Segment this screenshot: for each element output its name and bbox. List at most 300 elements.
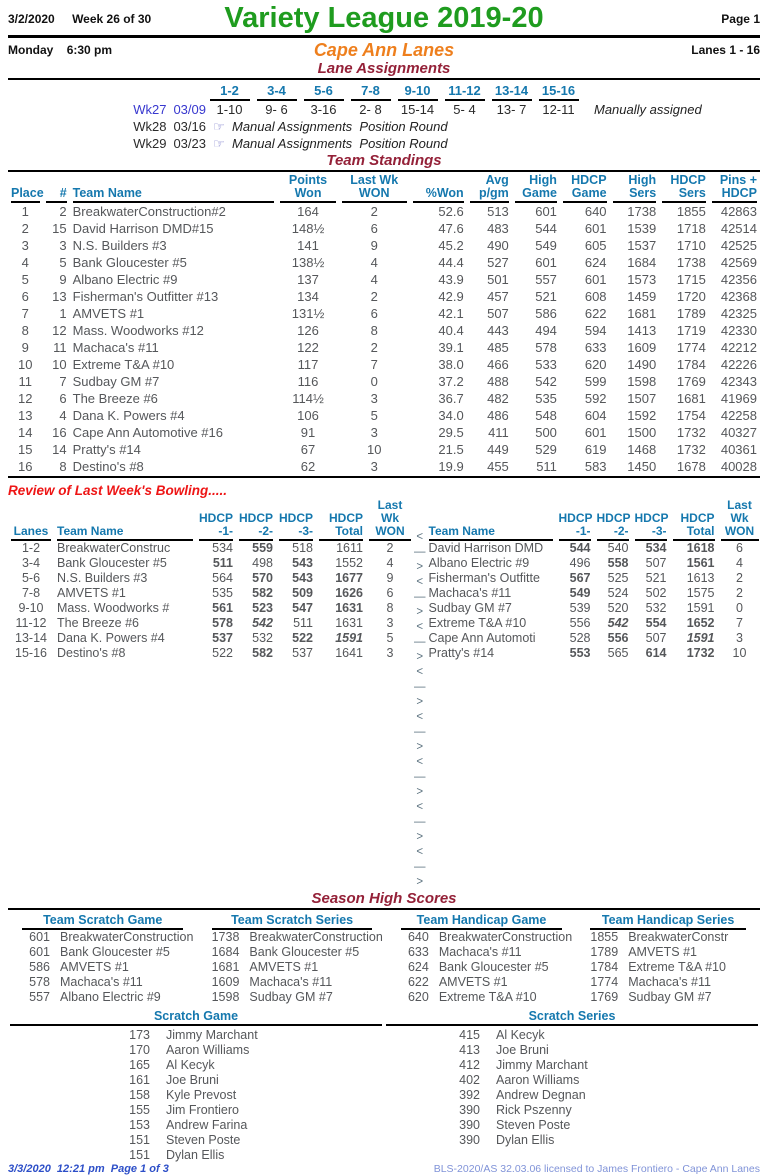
column-header bbox=[632, 499, 670, 541]
column-header bbox=[659, 174, 709, 203]
standings-cell-place: 7 bbox=[21, 306, 29, 321]
standings-cell-team: Extreme T&A #10 bbox=[72, 357, 175, 372]
review-cell-lanes: 13-14 bbox=[15, 631, 47, 645]
league-day-time bbox=[8, 43, 193, 57]
standings-cell-last_wk: 10 bbox=[366, 442, 382, 457]
column-header-line: %Won bbox=[425, 186, 464, 200]
standings-cell-pct: 42.1 bbox=[438, 306, 464, 321]
standings-cell-num: 3 bbox=[59, 238, 67, 253]
high-score-team: AMVETS #1 bbox=[438, 975, 508, 989]
scratch-entry bbox=[8, 1148, 384, 1163]
standings-cell-avg: 501 bbox=[487, 272, 509, 287]
lane-assignment-cell: 9- 6 bbox=[265, 102, 288, 117]
column-header bbox=[560, 174, 610, 203]
scratch-bowler-name: Aaron Williams bbox=[496, 1073, 580, 1087]
column-header bbox=[467, 174, 512, 203]
review-cell-total: 1641 bbox=[335, 646, 363, 660]
column-header-line: Pins + bbox=[719, 173, 757, 187]
high-score-team: Bank Gloucester #5 bbox=[249, 945, 360, 959]
week-date: 03/23 bbox=[173, 136, 206, 151]
standings-cell-high_game: 586 bbox=[535, 306, 557, 321]
review-cell-total: 1626 bbox=[335, 586, 363, 600]
lane-assignments-title: Lane Assignments bbox=[317, 60, 451, 77]
standings-cell-high_sers: 1592 bbox=[627, 408, 657, 423]
standings-cell-pct: 38.0 bbox=[438, 357, 464, 372]
column-header-line: HDCP bbox=[199, 511, 234, 525]
standings-cell-num: 2 bbox=[59, 204, 67, 219]
league-title: Variety League 2019-20 bbox=[224, 2, 544, 34]
standings-cell-high_sers: 1459 bbox=[627, 289, 657, 304]
high-score-team: Extreme T&A #10 bbox=[628, 960, 726, 974]
standings-cell-high_sers: 1468 bbox=[627, 442, 657, 457]
column-header-line: Place bbox=[11, 186, 44, 200]
review-cell-won: 6 bbox=[736, 541, 743, 555]
review-cell-total: 1591 bbox=[686, 631, 715, 645]
week-label: Wk27 bbox=[133, 102, 167, 117]
review-cell-team: AMVETS #1 bbox=[57, 586, 126, 600]
standings-cell-hdcp_sers: 1720 bbox=[676, 289, 706, 304]
lane-assignment-cell: 13- 7 bbox=[496, 102, 527, 117]
scratch-score-value: 151 bbox=[129, 1133, 150, 1147]
high-score-team: AMVETS #1 bbox=[628, 945, 697, 959]
column-header-line: Avg bbox=[485, 173, 509, 187]
review-cell-game3: 543 bbox=[292, 556, 313, 570]
review-row bbox=[426, 571, 762, 586]
standings-cell-place: 16 bbox=[18, 459, 33, 474]
standings-cell-num: 8 bbox=[59, 459, 67, 474]
scratch-bowler-name: Steven Poste bbox=[496, 1118, 571, 1132]
standings-cell-num: 13 bbox=[52, 289, 67, 304]
review-cell-won: 3 bbox=[386, 646, 394, 660]
season-high-header-label: Team Scratch Series bbox=[212, 913, 373, 930]
standings-cell-hdcp_game: 622 bbox=[584, 306, 607, 321]
standings-rows bbox=[8, 203, 760, 475]
scratch-column bbox=[8, 1009, 384, 1163]
week-date: 03/09 bbox=[173, 102, 206, 117]
review-cell-game3: 521 bbox=[645, 571, 667, 585]
column-header-line: p/gm bbox=[478, 186, 509, 200]
standings-cell-pct: 37.2 bbox=[438, 374, 464, 389]
standings-cell-points: 137 bbox=[297, 272, 319, 287]
column-header-line: Sers bbox=[629, 186, 657, 200]
standings-cell-place: 11 bbox=[18, 374, 33, 389]
standings-cell-team: The Breeze #6 bbox=[72, 391, 158, 406]
review-cell-total: 1631 bbox=[335, 616, 363, 630]
scratch-entry bbox=[384, 1103, 760, 1118]
season-high-column-header bbox=[12, 913, 193, 930]
review-cell-game3: 502 bbox=[645, 586, 667, 600]
high-score-value: 1774 bbox=[590, 975, 619, 989]
column-header-line: HDCP bbox=[239, 511, 274, 525]
column-header-line: Last Wk bbox=[727, 498, 752, 525]
scratch-score-value: 173 bbox=[129, 1028, 150, 1042]
standings-cell-team: David Harrison DMD#15 bbox=[72, 221, 214, 236]
standings-cell-avg: 513 bbox=[487, 204, 509, 219]
standings-cell-pins_hdcp: 42330 bbox=[720, 323, 757, 338]
standings-cell-pins_hdcp: 42569 bbox=[720, 255, 757, 270]
review-cell-game3: 543 bbox=[292, 571, 313, 585]
standings-cell-high_sers: 1598 bbox=[627, 374, 657, 389]
review-cell-game2: 532 bbox=[252, 631, 273, 645]
high-score-team: BreakwaterConstruction bbox=[60, 930, 194, 944]
header-row-1 bbox=[8, 3, 760, 34]
high-score-value: 620 bbox=[407, 990, 429, 1004]
review-row bbox=[8, 601, 414, 616]
scratch-entry bbox=[384, 1028, 760, 1043]
review-row bbox=[8, 586, 414, 601]
standings-cell-hdcp_game: 624 bbox=[584, 255, 607, 270]
review-cell-game3: 507 bbox=[645, 556, 667, 570]
standings-cell-hdcp_sers: 1732 bbox=[676, 442, 706, 457]
season-high-header-label: Team Scratch Game bbox=[22, 913, 183, 930]
standings-cell-points: 131½ bbox=[291, 306, 325, 321]
season-high-header-label: Team Handicap Series bbox=[590, 913, 746, 930]
review-cell-team: Albano Electric #9 bbox=[428, 556, 530, 570]
review-row bbox=[8, 571, 414, 586]
review-right-table bbox=[426, 499, 762, 661]
standings-cell-last_wk: 4 bbox=[370, 272, 378, 287]
high-score-value: 1684 bbox=[211, 945, 240, 959]
review-cell-lanes: 5-6 bbox=[21, 571, 41, 585]
review-cell-lanes: 11-12 bbox=[15, 616, 47, 630]
review-cell-game1: 534 bbox=[212, 541, 233, 555]
scratch-entry bbox=[8, 1028, 384, 1043]
review-row bbox=[8, 646, 414, 661]
column-header-line: HDCP bbox=[558, 511, 593, 525]
standings-cell-high_game: 542 bbox=[535, 374, 557, 389]
column-header-line: Won bbox=[294, 186, 322, 200]
standings-cell-place: 9 bbox=[21, 340, 29, 355]
review-cell-game2: 558 bbox=[607, 556, 629, 570]
column-header-line: Team Name bbox=[428, 524, 495, 538]
standings-cell-hdcp_sers: 1789 bbox=[676, 306, 706, 321]
scratch-bowler-name: Jim Frontiero bbox=[166, 1103, 239, 1117]
season-high-scores-title: Season High Scores bbox=[311, 890, 457, 907]
standings-cell-hdcp_sers: 1710 bbox=[676, 238, 706, 253]
lane-assignment-cell: 15-14 bbox=[400, 102, 435, 117]
review-cell-game1: 567 bbox=[569, 571, 591, 585]
high-score-team: Albano Electric #9 bbox=[60, 990, 161, 1004]
scratch-bowler-name: Aaron Williams bbox=[166, 1043, 250, 1057]
column-header-line: HDCP bbox=[634, 511, 669, 525]
scratch-entry bbox=[384, 1058, 760, 1073]
scratch-bowler-name: Al Kecyk bbox=[166, 1058, 215, 1072]
header-row-2 bbox=[8, 40, 760, 60]
review-cell-won: 9 bbox=[386, 571, 394, 585]
season-high-entry bbox=[391, 990, 572, 1005]
standings-cell-high_game: 533 bbox=[535, 357, 557, 372]
standings-cell-avg: 485 bbox=[487, 340, 509, 355]
scratch-bowler-name: Kyle Prevost bbox=[166, 1088, 237, 1102]
column-header bbox=[670, 499, 718, 541]
standings-cell-points: 114½ bbox=[292, 391, 324, 406]
scratch-bowler-name: Andrew Farina bbox=[166, 1118, 248, 1132]
review-cell-game2: 540 bbox=[607, 541, 629, 555]
matchup-arrow-icon: <—> bbox=[414, 576, 426, 618]
standings-cell-high_game: 578 bbox=[535, 340, 557, 355]
review-cell-total: 1611 bbox=[336, 541, 363, 555]
standings-cell-pins_hdcp: 42212 bbox=[720, 340, 757, 355]
lane-assignment-cell: 5- 4 bbox=[453, 102, 476, 117]
standings-cell-high_sers: 1413 bbox=[627, 323, 657, 338]
standings-cell-high_game: 544 bbox=[535, 221, 557, 236]
lane-pair-header: 13-14 bbox=[492, 82, 532, 101]
standings-cell-num: 16 bbox=[52, 425, 67, 440]
page-footer bbox=[8, 1163, 760, 1175]
lane-pair-header: 3-4 bbox=[257, 82, 297, 101]
review-row bbox=[426, 646, 762, 661]
high-score-value: 1769 bbox=[590, 990, 619, 1004]
footer-print-info: 3/3/2020 12:21 pm Page 1 of 3 bbox=[8, 1163, 169, 1175]
scratch-entries bbox=[384, 1026, 760, 1148]
standings-cell-avg: 466 bbox=[487, 357, 509, 372]
column-header-line: High bbox=[628, 173, 657, 187]
review-cell-team: Cape Ann Automoti bbox=[428, 631, 536, 645]
review-cell-game2: 570 bbox=[252, 571, 273, 585]
review-cell-game1: 528 bbox=[569, 631, 591, 645]
season-high-entry bbox=[580, 930, 756, 945]
review-cell-game2: 523 bbox=[252, 601, 273, 615]
standings-cell-high_game: 529 bbox=[535, 442, 557, 457]
high-score-team: Extreme T&A #10 bbox=[438, 990, 537, 1004]
scratch-entry bbox=[8, 1133, 384, 1148]
league-time: 6:30 pm bbox=[66, 43, 113, 57]
pointing-hand-icon: ☞ bbox=[213, 119, 225, 134]
standings-cell-hdcp_sers: 1732 bbox=[676, 425, 706, 440]
column-header bbox=[277, 174, 339, 203]
column-header-line: -3- bbox=[651, 524, 667, 538]
column-header-line: WON bbox=[375, 524, 405, 538]
scratch-bowler-name: Al Kecyk bbox=[496, 1028, 545, 1042]
standings-cell-team: Fisherman's Outfitter #13 bbox=[72, 289, 219, 304]
column-header bbox=[512, 174, 560, 203]
standings-cell-hdcp_game: 604 bbox=[584, 408, 607, 423]
season-high-entry bbox=[12, 990, 193, 1005]
review-cell-team: Mass. Woodworks # bbox=[57, 601, 170, 615]
standings-cell-hdcp_game: 620 bbox=[584, 357, 607, 372]
review-cell-game1: 561 bbox=[212, 601, 233, 615]
scratch-entry bbox=[8, 1043, 384, 1058]
review-cell-game3: 537 bbox=[292, 646, 313, 660]
standings-cell-place: 3 bbox=[21, 238, 29, 253]
column-header-line: Points bbox=[288, 173, 328, 187]
review-cell-game2: 498 bbox=[252, 556, 273, 570]
review-row bbox=[426, 616, 762, 631]
high-score-value: 586 bbox=[29, 960, 50, 974]
lane-pair-header: 7-8 bbox=[351, 82, 391, 101]
standings-cell-pins_hdcp: 42325 bbox=[720, 306, 757, 321]
standings-cell-points: 117 bbox=[297, 357, 319, 372]
scratch-entry bbox=[8, 1073, 384, 1088]
standings-cell-high_sers: 1537 bbox=[627, 238, 657, 253]
review-cell-team: Bank Gloucester #5 bbox=[57, 556, 167, 570]
standings-cell-high_sers: 1738 bbox=[627, 204, 657, 219]
column-header bbox=[236, 499, 276, 541]
review-cell-game3: 509 bbox=[292, 586, 313, 600]
review-cell-total: 1591 bbox=[686, 601, 715, 615]
lane-pair-header-row bbox=[8, 82, 760, 101]
column-header-line: -1- bbox=[575, 524, 591, 538]
standings-cell-hdcp_sers: 1754 bbox=[676, 408, 706, 423]
scratch-entry bbox=[384, 1133, 760, 1148]
standings-cell-high_sers: 1573 bbox=[627, 272, 657, 287]
high-score-team: BreakwaterConstruction bbox=[249, 930, 383, 944]
lane-assignments-divider bbox=[8, 78, 760, 80]
review-row bbox=[426, 586, 762, 601]
standings-cell-last_wk: 8 bbox=[370, 323, 378, 338]
review-cell-game1: 544 bbox=[569, 541, 591, 555]
review-cell-total: 1652 bbox=[686, 616, 715, 630]
standings-cell-pins_hdcp: 40028 bbox=[720, 459, 757, 474]
arrow-spacer bbox=[414, 499, 426, 530]
standings-cell-pct: 43.9 bbox=[438, 272, 464, 287]
scratch-score-value: 155 bbox=[129, 1103, 150, 1117]
high-score-value: 1681 bbox=[211, 960, 240, 974]
high-score-value: 640 bbox=[407, 930, 429, 944]
season-high-entry bbox=[12, 930, 193, 945]
standings-cell-avg: 483 bbox=[487, 221, 509, 236]
standings-cell-pct: 19.9 bbox=[438, 459, 464, 474]
review-cell-won: 3 bbox=[736, 631, 743, 645]
standings-cell-place: 4 bbox=[21, 255, 29, 270]
standings-cell-hdcp_game: 633 bbox=[584, 340, 607, 355]
standings-cell-num: 9 bbox=[59, 272, 67, 287]
matchup-arrow-icon: <—> bbox=[414, 801, 426, 843]
scratch-bowler-name: Dylan Ellis bbox=[496, 1133, 555, 1147]
column-header-line: High bbox=[529, 173, 557, 187]
standings-cell-points: 116 bbox=[297, 374, 319, 389]
review-cell-team: Sudbay GM #7 bbox=[428, 601, 512, 615]
standings-cell-pins_hdcp: 41969 bbox=[720, 391, 757, 406]
standings-cell-points: 164 bbox=[297, 204, 319, 219]
season-high-entry bbox=[391, 975, 572, 990]
review-cell-team: David Harrison DMD bbox=[428, 541, 544, 555]
review-cell-game1: 578 bbox=[212, 616, 233, 630]
review-cell-won: 7 bbox=[736, 616, 743, 630]
season-high-column-header bbox=[201, 913, 382, 930]
scratch-score-value: 158 bbox=[129, 1088, 150, 1102]
column-header bbox=[556, 499, 594, 541]
column-header-line: HDCP bbox=[279, 511, 314, 525]
season-high-entry bbox=[580, 975, 756, 990]
column-header-line: Game bbox=[522, 186, 557, 200]
review-row bbox=[8, 631, 414, 646]
standings-cell-hdcp_game: 583 bbox=[584, 459, 607, 474]
review-cell-team: Pratty's #14 bbox=[428, 646, 495, 660]
scratch-score-value: 153 bbox=[129, 1118, 150, 1132]
high-score-team: BreakwaterConstruction bbox=[438, 930, 573, 944]
standings-row bbox=[8, 373, 760, 390]
column-header-line: Total bbox=[686, 524, 715, 538]
scratch-score-value: 390 bbox=[459, 1133, 480, 1147]
scratch-entry bbox=[8, 1103, 384, 1118]
high-score-team: Machaca's #11 bbox=[60, 975, 143, 989]
review-cell-game2: 525 bbox=[607, 571, 629, 585]
review-cell-total: 1677 bbox=[335, 571, 363, 585]
column-header bbox=[426, 499, 556, 541]
high-score-team: Machaca's #11 bbox=[249, 975, 333, 989]
high-score-value: 624 bbox=[407, 960, 429, 974]
standings-cell-avg: 507 bbox=[487, 306, 509, 321]
standings-row bbox=[8, 441, 760, 458]
column-header bbox=[339, 174, 410, 203]
standings-cell-num: 10 bbox=[52, 357, 67, 372]
standings-row bbox=[8, 288, 760, 305]
scratch-score-value: 402 bbox=[459, 1073, 480, 1087]
standings-cell-points: 126 bbox=[297, 323, 319, 338]
scratch-entry bbox=[384, 1043, 760, 1058]
page-number: Page 1 bbox=[721, 11, 760, 26]
standings-cell-high_game: 511 bbox=[536, 459, 557, 474]
standings-cell-high_game: 549 bbox=[535, 238, 557, 253]
standings-cell-last_wk: 7 bbox=[370, 357, 378, 372]
review-cell-game2: 559 bbox=[252, 541, 273, 555]
scratch-score-value: 151 bbox=[129, 1148, 150, 1162]
high-score-value: 1738 bbox=[211, 930, 240, 944]
lane-pair-header: 1-2 bbox=[210, 82, 250, 101]
column-header-line: WON bbox=[358, 186, 390, 200]
review-cell-won: 0 bbox=[736, 601, 743, 615]
standings-row bbox=[8, 203, 760, 220]
scratch-column-header: Scratch Series bbox=[386, 1009, 758, 1026]
season-high-columns bbox=[8, 913, 760, 1005]
standings-row bbox=[8, 424, 760, 441]
lane-pair-header: 11-12 bbox=[445, 82, 485, 101]
review-cell-game1: 496 bbox=[569, 556, 591, 570]
season-high-entry bbox=[580, 945, 756, 960]
column-header bbox=[594, 499, 632, 541]
standings-cell-pct: 45.2 bbox=[438, 238, 464, 253]
standings-cell-high_game: 601 bbox=[535, 255, 557, 270]
review-cell-lanes: 7-8 bbox=[21, 586, 41, 600]
review-row bbox=[426, 541, 762, 556]
review-cell-won: 2 bbox=[736, 586, 743, 600]
column-header bbox=[718, 499, 762, 541]
review-cell-game3: 614 bbox=[645, 646, 667, 660]
standings-cell-hdcp_sers: 1738 bbox=[676, 255, 706, 270]
column-header bbox=[43, 174, 70, 203]
week-date: 03/16 bbox=[173, 119, 206, 134]
standings-cell-hdcp_sers: 1715 bbox=[676, 272, 706, 287]
standings-cell-team: AMVETS #1 bbox=[72, 306, 145, 321]
lane-pair-header: 9-10 bbox=[398, 82, 438, 101]
high-score-value: 601 bbox=[29, 945, 50, 959]
team-standings-title: Team Standings bbox=[326, 152, 442, 169]
lane-pair-header: 5-6 bbox=[304, 82, 344, 101]
standings-cell-hdcp_sers: 1681 bbox=[676, 391, 706, 406]
review-cell-lanes: 9-10 bbox=[18, 601, 44, 615]
season-high-entry bbox=[12, 975, 193, 990]
season-high-column bbox=[576, 913, 760, 1005]
matchup-arrow-icon: <—> bbox=[414, 666, 426, 708]
column-header-line: Team Name bbox=[72, 186, 142, 200]
review-cell-game2: 542 bbox=[252, 616, 273, 630]
standings-cell-avg: 457 bbox=[487, 289, 509, 304]
week-27-lane-cells bbox=[206, 101, 582, 118]
review-cell-team: N.S. Builders #3 bbox=[57, 571, 148, 585]
season-high-divider bbox=[8, 908, 760, 910]
standings-cell-points: 148½ bbox=[291, 221, 325, 236]
column-header bbox=[610, 174, 660, 203]
review-cell-game3: 511 bbox=[293, 616, 313, 630]
standings-header-row bbox=[8, 174, 760, 203]
review-cell-won: 8 bbox=[386, 601, 394, 615]
review-cell-won: 10 bbox=[732, 646, 747, 660]
standings-cell-team: Pratty's #14 bbox=[72, 442, 141, 457]
standings-cell-place: 10 bbox=[18, 357, 33, 372]
column-header-line: -2- bbox=[613, 524, 629, 538]
column-header-line: Last Wk bbox=[350, 173, 399, 187]
